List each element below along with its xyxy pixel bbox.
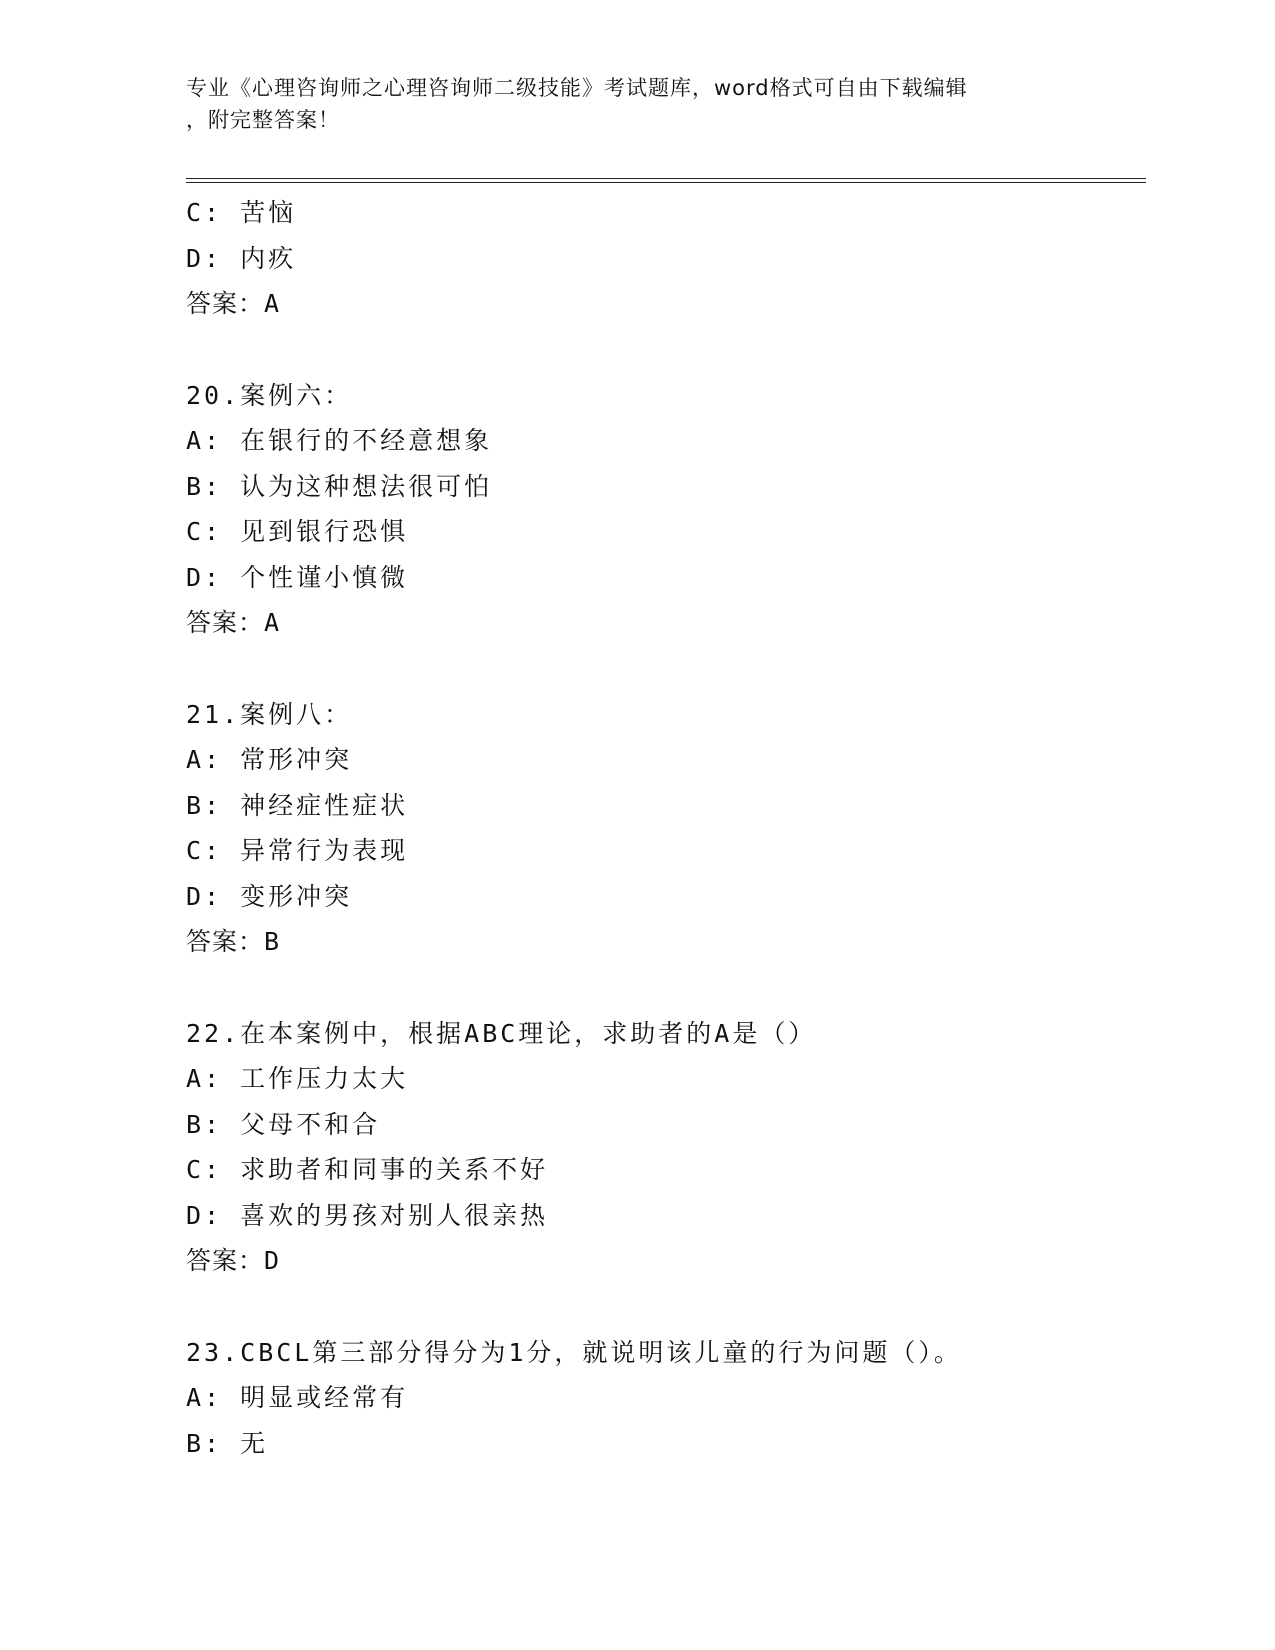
question-23 [186, 1330, 1146, 1467]
spacer [186, 965, 1146, 1011]
option-a: A: 工作压力太大 [186, 1064, 409, 1093]
spacer [186, 1284, 1146, 1330]
question-list [186, 190, 1146, 1466]
option-b: B: 认为这种想法很可怕 [186, 471, 493, 501]
question-title: 22.在本案例中，根据ABC理论，求助者的A是（） [186, 1018, 817, 1048]
document-header [186, 72, 1086, 136]
option-c: C: 异常行为表现 [186, 836, 409, 865]
header-divider-top [186, 178, 1146, 179]
spacer [186, 327, 1146, 373]
answer-label: 答案：D [186, 1246, 281, 1275]
option-d: D: 变形冲突 [186, 881, 353, 911]
question-21 [186, 692, 1146, 965]
option-c: C: 见到银行恐惧 [186, 517, 409, 546]
option-b: B: 神经症性症状 [186, 790, 409, 820]
question-19-tail [186, 190, 1146, 327]
question-title: 21.案例八： [186, 699, 353, 729]
header-divider-bottom [186, 182, 1146, 183]
header-line-2: ，附完整答案！ [186, 108, 340, 132]
option-b: B: 无 [186, 1428, 269, 1458]
option-c: C: 苦恼 [186, 198, 297, 227]
answer-label: 答案：A [186, 289, 281, 318]
option-b: B: 父母不和合 [186, 1109, 381, 1139]
option-c: C: 求助者和同事的关系不好 [186, 1155, 549, 1184]
option-a: A: 在银行的不经意想象 [186, 426, 493, 455]
answer-label: 答案：A [186, 608, 281, 637]
option-a: A: 明显或经常有 [186, 1383, 409, 1412]
question-20 [186, 373, 1146, 646]
question-title: 20.案例六： [186, 380, 353, 410]
question-22 [186, 1011, 1146, 1284]
spacer [186, 646, 1146, 692]
option-d: D: 喜欢的男孩对别人很亲热 [186, 1200, 549, 1230]
question-title: 23.CBCL第三部分得分为1分，就说明该儿童的行为问题（）。 [186, 1337, 962, 1367]
option-d: D: 个性谨小慎微 [186, 562, 409, 592]
option-a: A: 常形冲突 [186, 745, 353, 774]
answer-label: 答案：B [186, 927, 281, 956]
header-line-1: 专业《心理咨询师之心理咨询师二级技能》考试题库，word格式可自由下载编辑 [186, 76, 968, 100]
option-d: D: 内疚 [186, 243, 297, 273]
